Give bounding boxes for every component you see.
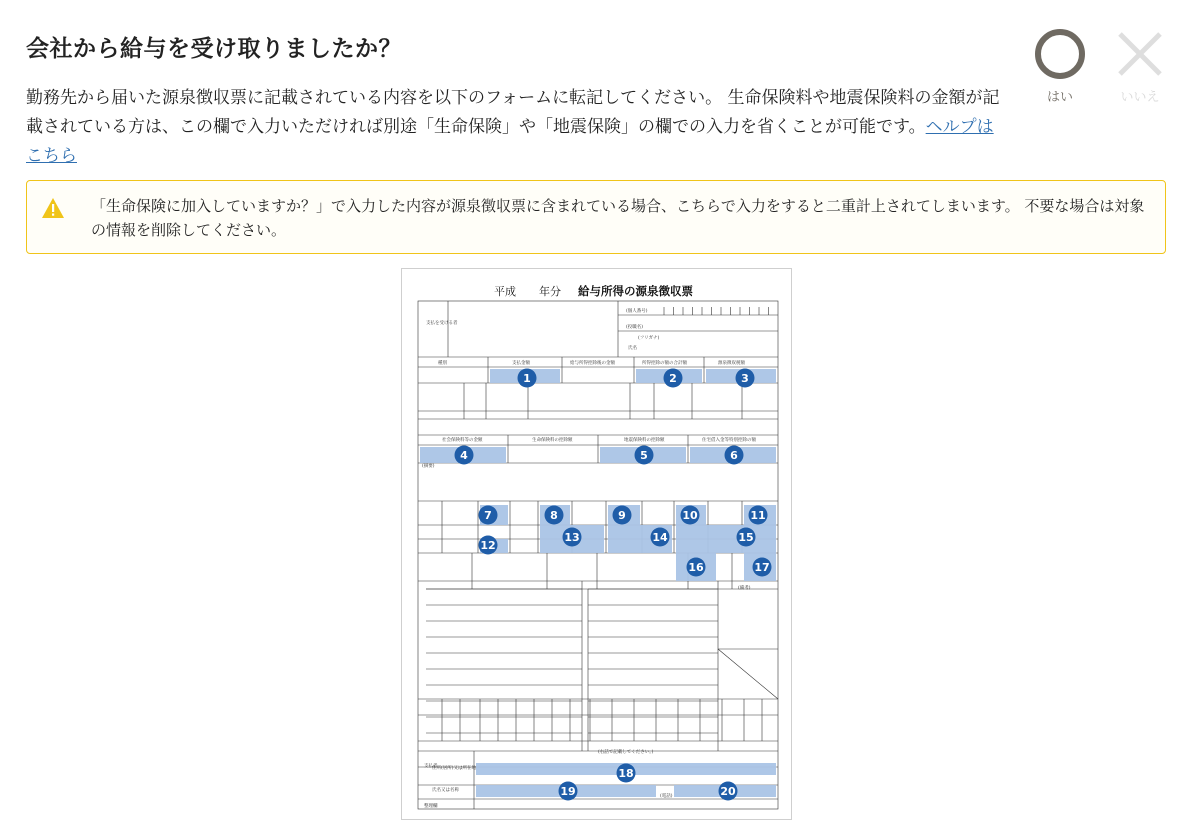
heading-title: 給与所得の源泉徴収票 xyxy=(578,284,693,298)
label-payment: 支払金額 xyxy=(512,361,530,366)
label-earthquake-insurance: 地震保険料の控除額 xyxy=(624,438,665,443)
badge-8 xyxy=(545,506,564,525)
label-furigana: (フリガナ) xyxy=(638,336,660,341)
label-phone: (電話) xyxy=(660,794,673,799)
no-button[interactable] xyxy=(1108,24,1172,105)
label-name: 氏名 xyxy=(628,346,637,351)
label-remarks: (備考) xyxy=(738,586,751,591)
label-type: 種別 xyxy=(438,361,447,366)
page-title: 会社から給与を受け取りましたか？ xyxy=(26,36,402,62)
badge-label: 10 xyxy=(682,509,698,522)
page-description xyxy=(26,84,1006,171)
label-payer: 支払者 xyxy=(424,764,438,769)
badge-6 xyxy=(725,446,744,465)
badge-20 xyxy=(719,782,738,801)
badge-label: 14 xyxy=(652,531,668,544)
badge-19 xyxy=(559,782,578,801)
label-individual-no: (個人番号) xyxy=(626,309,648,314)
badge-14 xyxy=(651,528,670,547)
label-address: 住所(居所)又は所在地 xyxy=(432,766,477,771)
yes-button[interactable] xyxy=(1028,24,1092,105)
badge-label: 15 xyxy=(738,531,754,544)
label-social-insurance: 社会保険料等の金額 xyxy=(442,438,483,443)
badge-label: 11 xyxy=(750,509,766,522)
badge-label: 3 xyxy=(741,372,749,385)
label-payer-name: 氏名又は名称 xyxy=(432,788,459,793)
heading-era: 平成 xyxy=(494,285,516,298)
circle-icon xyxy=(1030,24,1090,84)
badge-4 xyxy=(455,446,474,465)
no-label: いいえ xyxy=(1120,90,1160,105)
description-text: 勤務先から届いた源泉徴収票に記載されている内容を以下のフォームに転記してください。 生命保険料や地震保険料の金額が記載されている方は、この欄で入力いただければ別途「生命保険」や「地震保険」の欄での入力を省くことが可能です。 xyxy=(26,88,1000,137)
badge-2 xyxy=(664,369,683,388)
label-summary: (摘要) xyxy=(422,464,435,469)
heading-year: 年分 xyxy=(539,285,561,298)
label-life-insurance: 生命保険料の控除額 xyxy=(532,438,573,443)
badge-label: 18 xyxy=(618,767,634,780)
badge-label: 5 xyxy=(640,449,648,462)
badge-11 xyxy=(749,506,768,525)
cross-icon xyxy=(1110,24,1170,84)
badge-label: 4 xyxy=(460,449,468,462)
badge-label: 7 xyxy=(484,509,492,522)
badge-9 xyxy=(613,506,632,525)
badge-12 xyxy=(479,536,498,555)
withholding-slip-image xyxy=(401,268,792,820)
label-receipt: 整理欄 xyxy=(424,804,438,809)
badge-10 xyxy=(681,506,700,525)
badge-label: 13 xyxy=(564,531,580,544)
yes-label: はい xyxy=(1046,90,1073,105)
badge-label: 1 xyxy=(523,372,531,385)
form-badges xyxy=(455,369,772,801)
badge-7 xyxy=(479,506,498,525)
badge-label: 2 xyxy=(669,372,677,385)
label-my-number-note: (右詰で記載してください。) xyxy=(598,750,654,755)
badge-18 xyxy=(617,764,636,783)
badge-1 xyxy=(518,369,537,388)
label-payee: 支払を受ける者 xyxy=(426,321,458,326)
warning-banner xyxy=(26,180,1166,254)
badge-5 xyxy=(635,446,654,465)
badge-label: 8 xyxy=(550,509,558,522)
badge-label: 20 xyxy=(720,785,736,798)
badge-label: 16 xyxy=(688,561,704,574)
badge-label: 6 xyxy=(730,449,738,462)
warning-triangle-icon xyxy=(41,197,65,219)
badge-13 xyxy=(563,528,582,547)
badge-16 xyxy=(687,558,706,577)
badge-label: 17 xyxy=(754,561,770,574)
withholding-slip-diagram xyxy=(402,269,791,819)
badge-17 xyxy=(753,558,772,577)
warning-text: 「生命保険に加入していますか？」で入力した内容が源泉徴収票に含まれている場合、こちらで入力をすると二重計上されてしまいます。 不要な場合は対象の情報を削除してください。 xyxy=(91,197,1145,239)
badge-label: 19 xyxy=(560,785,576,798)
badge-15 xyxy=(737,528,756,547)
badge-3 xyxy=(736,369,755,388)
label-deduction-total: 所得控除の額の合計額 xyxy=(642,361,687,366)
help-link[interactable]: ヘルプはこちら xyxy=(26,117,994,166)
label-tax-amount: 源泉徴収税額 xyxy=(718,361,745,366)
badge-label: 9 xyxy=(618,509,626,522)
badge-label: 12 xyxy=(480,539,496,552)
label-position: (役職名) xyxy=(626,325,644,330)
label-housing-loan: 住宅借入金等特別控除の額 xyxy=(702,438,756,443)
label-after-deduction: 給与所得控除後の金額 xyxy=(570,361,615,366)
